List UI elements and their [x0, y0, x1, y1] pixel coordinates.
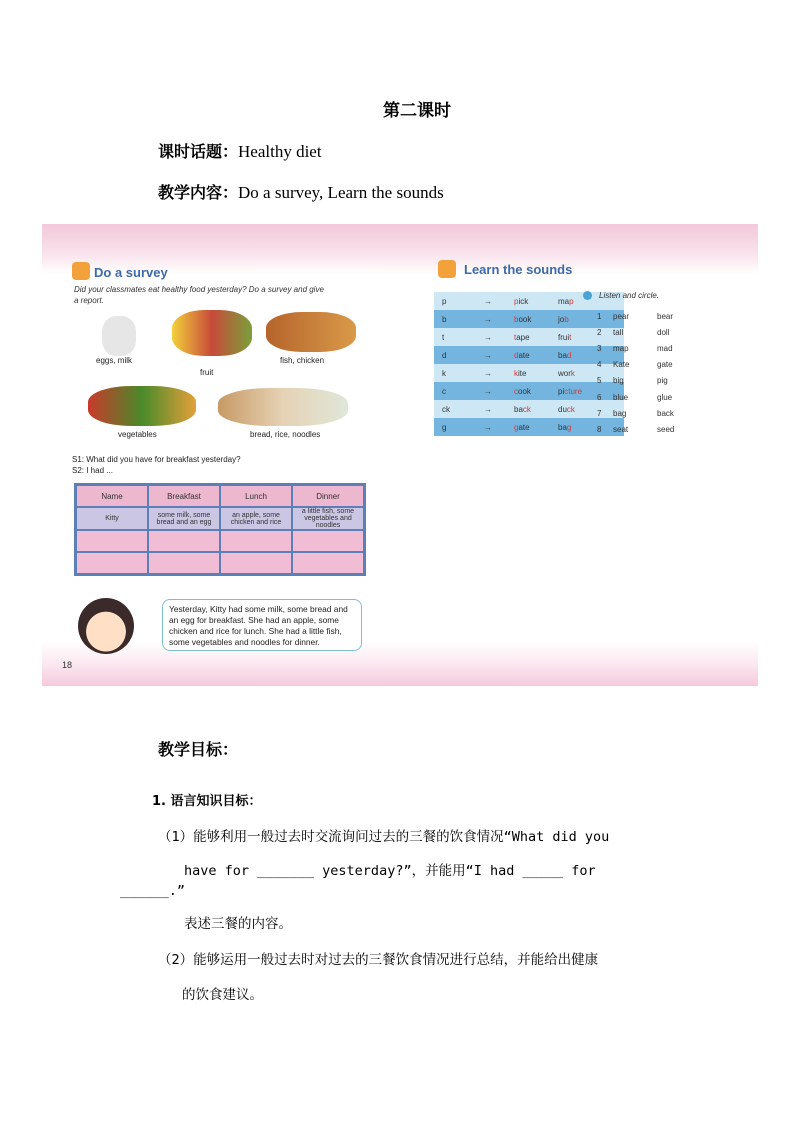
table-cell: [77, 553, 147, 573]
sound-word-part: jo: [558, 314, 565, 324]
sound-word-part: pi: [558, 386, 565, 396]
sound-word-part: ape: [516, 332, 530, 342]
footer-band: [42, 642, 758, 686]
sounds-icon: [438, 260, 456, 278]
sound-arrow: →: [476, 328, 506, 346]
sound-word-part: du: [558, 404, 567, 414]
sound-letter: p: [434, 292, 476, 310]
milk-picture: [102, 316, 136, 356]
dialogue-s1: S1: What did you have for breakfast yesterday?: [72, 455, 241, 464]
dialogue-s2: S2: I had ...: [72, 466, 113, 475]
sound-word-part: ate: [518, 350, 530, 360]
sound-letter: g: [434, 418, 476, 436]
survey-title: Do a survey: [94, 265, 168, 280]
sounds-table: [434, 292, 624, 436]
sound-word-part: b: [564, 314, 569, 324]
sound-word-part: ck: [522, 404, 531, 414]
sound-word-part: ba: [514, 404, 523, 414]
sound-letter: t: [434, 328, 476, 346]
sounds-row: [434, 310, 624, 328]
kitty-avatar: [78, 598, 134, 654]
table-cell: [149, 553, 219, 573]
sound-word-part: g: [566, 422, 572, 432]
table-cell: Kitty: [77, 508, 147, 529]
table-cell: a little fish, some vegetables and noodles: [293, 508, 363, 529]
content-value: Do a survey, Learn the sounds: [238, 183, 444, 202]
sound-word-part: t: [514, 332, 517, 342]
sound-word-part: frui: [558, 332, 570, 342]
table-cell: [149, 531, 219, 551]
vegetables-picture: [88, 386, 196, 426]
listen-row: [597, 373, 697, 389]
sound-arrow: →: [476, 292, 506, 310]
item-1-line-3: ______.”: [120, 883, 186, 899]
table-header: Name: [77, 486, 147, 506]
topic-line: [158, 139, 322, 162]
listen-number: 3: [597, 343, 602, 353]
listen-number: 2: [597, 327, 602, 337]
sound-arrow: →: [476, 400, 506, 418]
listen-row: [597, 308, 697, 324]
food-caption-eggs-milk: eggs, milk: [96, 356, 133, 365]
sound-word-1: [506, 418, 550, 436]
listen-word-a: map: [613, 343, 629, 353]
listen-word-b: doll: [657, 327, 670, 337]
page-number: 18: [62, 660, 73, 670]
table-header-row: [77, 486, 363, 506]
sounds-row: [434, 418, 624, 436]
goal-1-heading: 1. 语言知识目标：: [152, 794, 262, 809]
table-header: Dinner: [293, 486, 363, 506]
sound-word-part: ba: [558, 350, 567, 360]
table-row: [77, 508, 363, 529]
item-1-line-4: 表述三餐的内容。: [184, 916, 292, 932]
sounds-row: [434, 328, 624, 346]
listen-table: [597, 308, 697, 438]
sound-word-1: [506, 292, 550, 310]
sound-word-part: d: [514, 350, 519, 360]
sound-word-1: [506, 382, 550, 400]
table-cell: an apple, some chicken and rice: [221, 508, 291, 529]
sound-word-1: [506, 346, 550, 364]
table-cell: [293, 531, 363, 551]
fruit-picture: [172, 310, 252, 356]
sounds-row: [434, 400, 624, 418]
listen-word-b: gate: [657, 360, 673, 370]
sound-word-part: ook: [518, 314, 532, 324]
food-caption-bread: bread, rice, noodles: [250, 430, 321, 439]
listen-word-a: blue: [613, 392, 629, 402]
sound-word-part: ook: [518, 386, 531, 396]
sound-word-1: [506, 400, 550, 418]
survey-prompt-2: a report.: [74, 296, 104, 305]
table-cell: [77, 531, 147, 551]
item-2-line-2: 的饮食建议。: [182, 987, 263, 1003]
topic-label: 课时话题：: [158, 142, 239, 161]
sound-letter: k: [434, 364, 476, 382]
sound-arrow: →: [476, 364, 506, 382]
listen-word-b: glue: [657, 392, 673, 402]
goals-heading: 教学目标：: [158, 740, 239, 759]
sounds-row: [434, 382, 624, 400]
sounds-row: [434, 292, 624, 310]
listen-number: 5: [597, 376, 602, 386]
sound-word-part: b: [514, 314, 519, 324]
listen-word-a: bag: [613, 408, 627, 418]
sound-word-part: ba: [558, 422, 567, 432]
listen-word-a: big: [613, 376, 624, 386]
sound-word-part: ate: [518, 422, 530, 432]
listen-word-a: tall: [613, 327, 624, 337]
sound-letter: b: [434, 310, 476, 328]
food-caption-fruit: fruit: [200, 368, 214, 377]
food-caption-vegetables: vegetables: [118, 430, 157, 439]
listen-icon: [583, 291, 592, 300]
textbook-image: [42, 224, 758, 686]
sound-word-part: ck: [566, 404, 575, 414]
listen-row: [597, 340, 697, 356]
sound-word-part: k: [514, 368, 518, 378]
sound-word-1: [506, 328, 550, 346]
sound-word-part: cture: [564, 386, 583, 396]
content-label: 教学内容：: [158, 183, 239, 202]
listen-word-b: back: [657, 408, 674, 418]
content-line: [158, 180, 444, 203]
sound-word-part: k: [570, 368, 575, 378]
topic-value: Healthy diet: [238, 142, 322, 161]
listen-word-a: seat: [613, 424, 629, 434]
page-title: 第二课时: [383, 101, 451, 121]
sound-arrow: →: [476, 418, 506, 436]
sound-letter: ck: [434, 400, 476, 418]
sound-word-part: ma: [558, 296, 570, 306]
listen-title: Listen and circle.: [599, 291, 660, 300]
listen-word-b: pig: [657, 376, 668, 386]
listen-number: 1: [597, 311, 602, 321]
listen-number: 8: [597, 424, 602, 434]
table-row: [77, 531, 363, 551]
table-cell: some milk, some bread and an egg: [149, 508, 219, 529]
survey-prompt-1: Did your classmates eat healthy food yesterday? Do a survey and give: [74, 285, 324, 294]
sound-word-part: c: [514, 386, 518, 396]
sound-arrow: →: [476, 382, 506, 400]
listen-number: 6: [597, 392, 602, 402]
item-2-line-1: （2）能够运用一般过去时对过去的三餐饮食情况进行总结，并能给出健康: [158, 952, 599, 968]
food-caption-fish-chicken: fish, chicken: [280, 356, 325, 365]
sound-word-part: ick: [518, 296, 529, 306]
chicken-picture: [266, 312, 356, 352]
item-1-line-2: have for _______ yesterday?”，并能用“I had _____ for: [184, 863, 596, 879]
table-cell: [221, 531, 291, 551]
listen-row: [597, 405, 697, 421]
listen-word-b: mad: [657, 343, 673, 353]
survey-table: [74, 483, 366, 576]
listen-row: [597, 421, 697, 437]
table-cell: [293, 553, 363, 573]
sounds-row: [434, 346, 624, 364]
sounds-row: [434, 364, 624, 382]
sound-word-part: wor: [558, 368, 571, 378]
sound-word-1: [506, 364, 550, 382]
listen-word-b: bear: [657, 311, 674, 321]
sounds-title: Learn the sounds: [464, 262, 573, 277]
item-1-line-1: （1）能够利用一般过去时交流询问过去的三餐的饮食情况“What did you: [158, 829, 610, 845]
sound-word-part: ite: [518, 368, 527, 378]
sound-word-part: p: [569, 296, 574, 306]
speech-bubble: Yesterday, Kitty had some milk, some bread and an egg for breakfast. She had an apple, some chicken and rice for lunch. She had a little fish, some vegetables and noodles for dinner.: [162, 599, 362, 651]
table-row: [77, 553, 363, 573]
sound-word-part: p: [514, 296, 519, 306]
listen-number: 4: [597, 360, 602, 370]
table-header: Lunch: [221, 486, 291, 506]
sound-word-part: g: [514, 422, 519, 432]
listen-word-a: pear: [613, 311, 630, 321]
sound-arrow: →: [476, 346, 506, 364]
table-header: Breakfast: [149, 486, 219, 506]
listen-word-b: seed: [657, 424, 675, 434]
sound-word-part: t: [569, 332, 572, 342]
listen-number: 7: [597, 408, 602, 418]
sound-word-part: d: [566, 350, 572, 360]
sound-word-1: [506, 310, 550, 328]
table-cell: [221, 553, 291, 573]
survey-icon: [72, 262, 90, 280]
bread-picture: [218, 388, 348, 426]
listen-row: [597, 389, 697, 405]
listen-word-a: Kate: [613, 360, 630, 370]
listen-row: [597, 324, 697, 340]
sound-arrow: →: [476, 310, 506, 328]
sound-letter: d: [434, 346, 476, 364]
sound-letter: c: [434, 382, 476, 400]
listen-row: [597, 357, 697, 373]
